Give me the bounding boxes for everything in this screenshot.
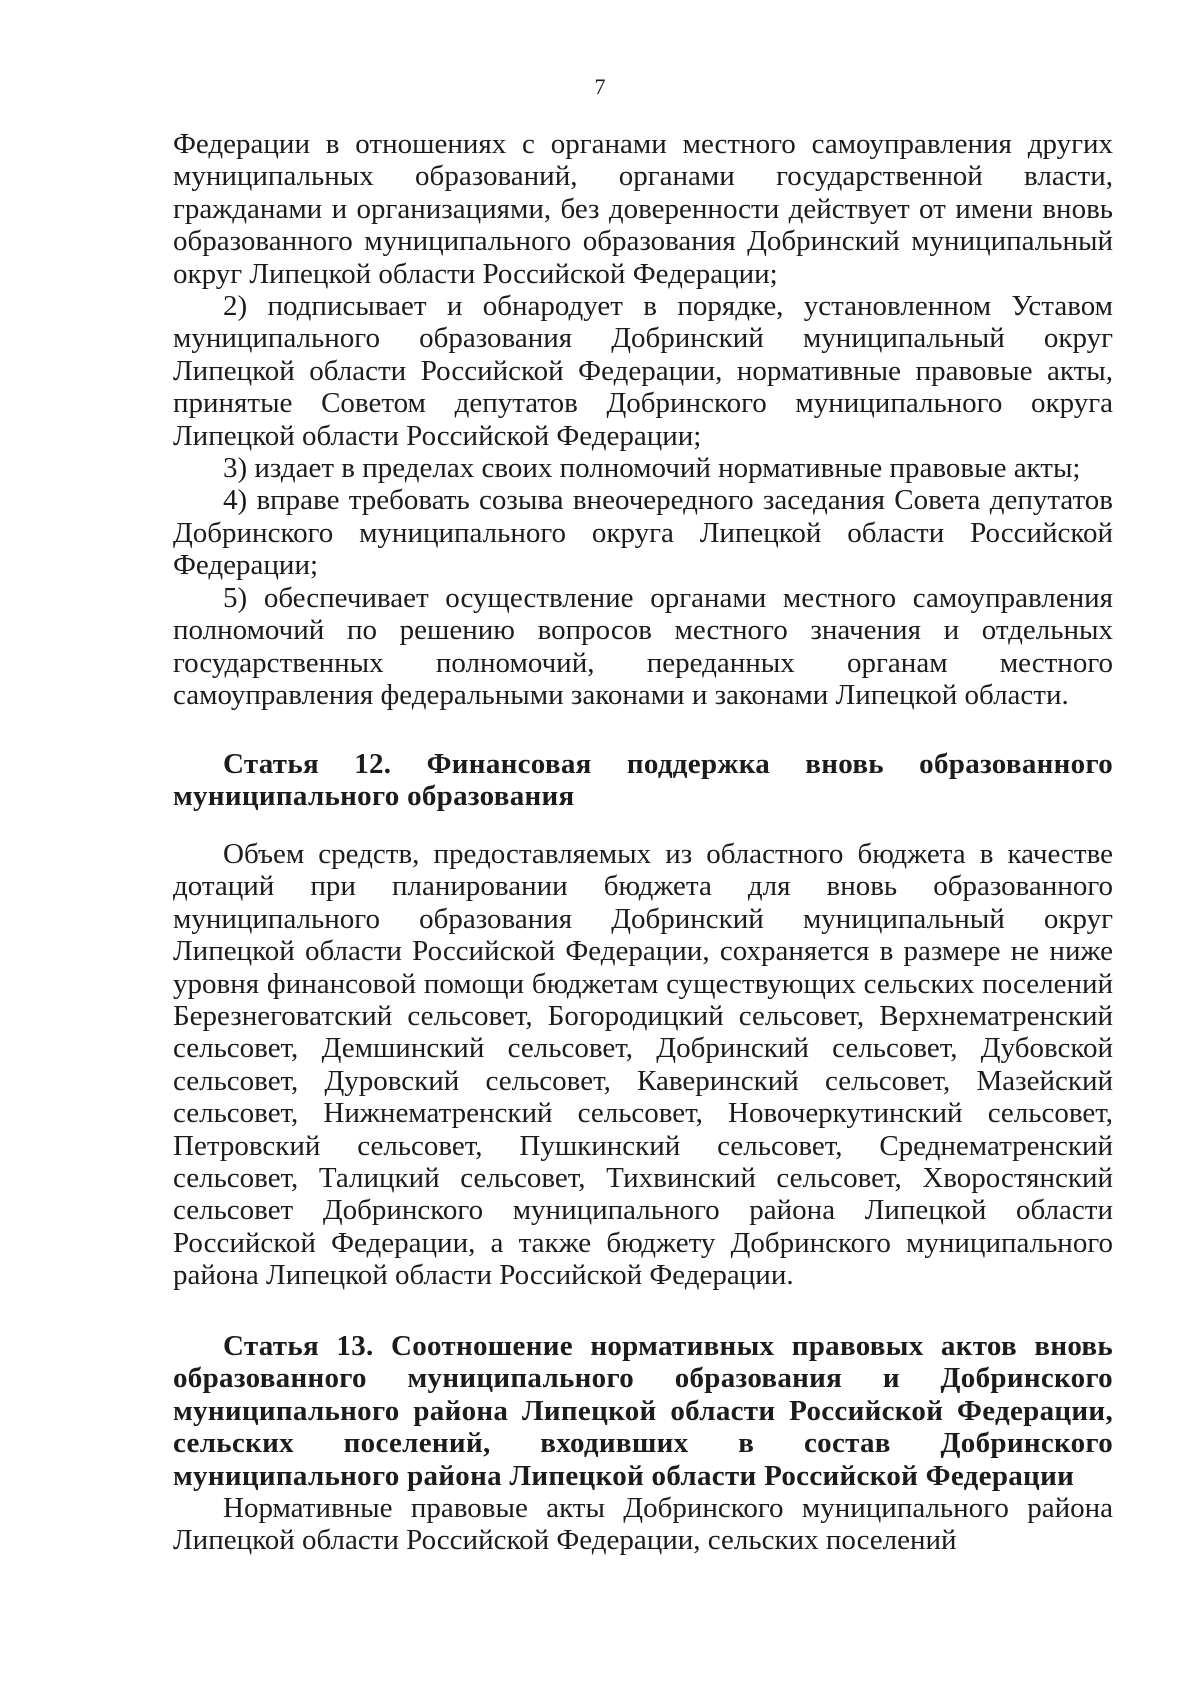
article-13-heading: Статья 13. Соотношение нормативных правовых актов вновь образованного муниципального образования и Добринского муниципального района Липецкой области Российской Федерации, сельских поселений, входивших в состав Добринского муниципального района Липецкой области Российской Федерации	[173, 1330, 1113, 1492]
list-item: 4) вправе требовать созыва внеочередного заседания Совета депутатов Добринского муниципального округа Липецкой области Российской Федерации;	[173, 484, 1113, 582]
list-item: 3) издает в пределах своих полномочий нормативные правовые акты;	[223, 452, 1081, 485]
page-number: 7	[594, 74, 606, 99]
list-item: 5) обеспечивает осуществление органами местного самоуправления полномочий по решению вопросов местного значения и отдельных государственных полномочий, переданных органам местного самоуправления федеральными законами и законами Липецкой области.	[173, 581, 1113, 711]
article-13-body: Нормативные правовые акты Добринского муниципального района Липецкой области Российской Федерации, сельских поселений	[173, 1492, 1113, 1557]
powers-list	[173, 128, 1113, 711]
article-12-heading: Статья 12. Финансовая поддержка вновь образованного муниципального образования	[173, 748, 1113, 813]
article-12-body: Объем средств, предоставляемых из областного бюджета в качестве дотаций при планировании бюджета для вновь образованного муниципального образования Добринский муниципальный округ Липецкой области Российской Федерации, сохраняется в размере не ниже уровня финансовой помощи бюджетам существующих сельских поселений Березнеговатский сельсовет, Богородицкий сельсовет, Верхнематренский сельсовет, Демшинский сельсовет, Добринский сельсовет, Дубовской сельсовет, Дуровский сельсовет, Каверинский сельсовет, Мазейский сельсовет, Нижнематренский сельсовет, Новочеркутинский сельсовет, Петровский сельсовет, Пушкинский сельсовет, Среднематренский сельсовет, Талицкий сельсовет, Тихвинский сельсовет, Хворостянский сельсовет Добринского муниципального района Липецкой области Российской Федерации, а также бюджету Добринского муниципального района Липецкой области Российской Федерации.	[173, 838, 1113, 1292]
paragraph: Федерации в отношениях с органами местного самоуправления других муниципальных образований, органами государственной власти, гражданами и организациями, без доверенности действует от имени вновь образованного муниципального образования Добринский муниципальный округ Липецкой области Российской Федерации;	[173, 128, 1113, 290]
list-item: 2) подписывает и обнародует в порядке, установленном Уставом муниципального образования Добринский муниципальный округ Липецкой области Российской Федерации, нормативные правовые акты, принятые Советом депутатов Добринского муниципального округа Липецкой области Российской Федерации;	[173, 290, 1113, 452]
